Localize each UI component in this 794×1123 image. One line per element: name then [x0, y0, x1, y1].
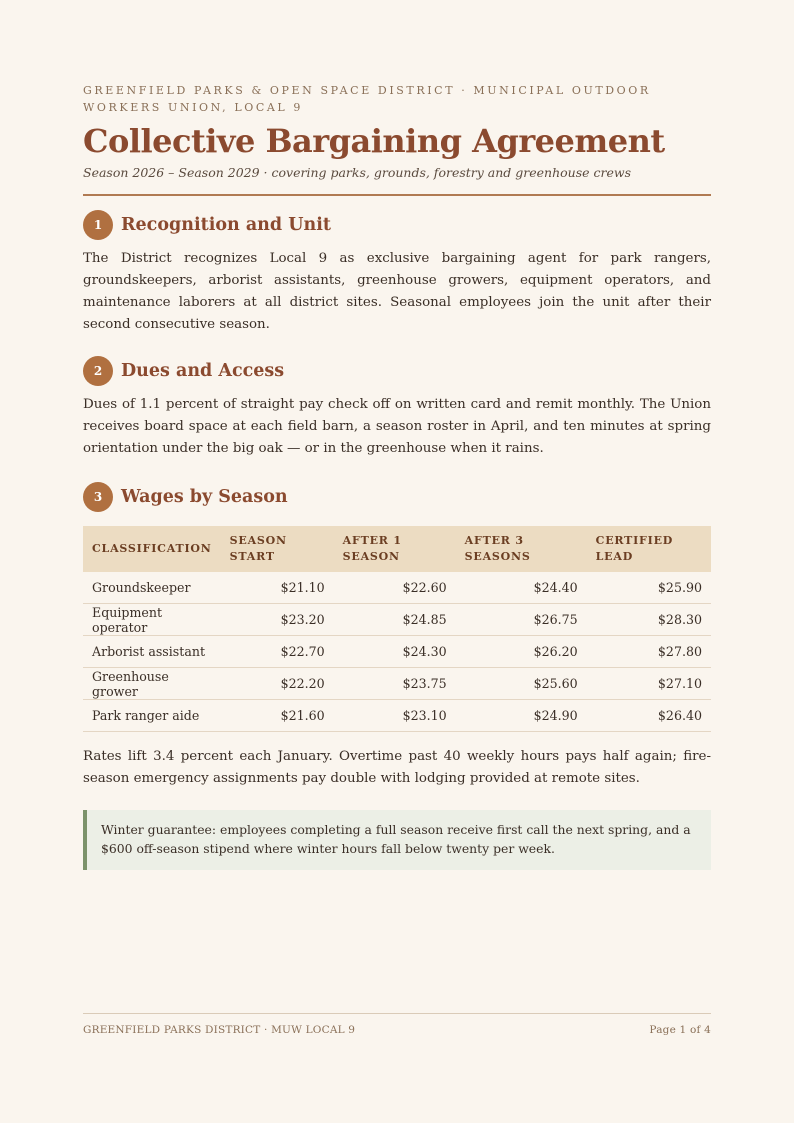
document-subtitle: Season 2026 – Season 2029 · covering parks, grounds, forestry and greenhouse crews — [83, 165, 631, 180]
cell-rate: $24.85 — [334, 604, 456, 636]
cell-rate: $28.30 — [587, 604, 711, 636]
header-rule — [83, 194, 711, 196]
cell-rate: $23.10 — [334, 700, 456, 732]
cell-classification: Groundskeeper — [83, 572, 221, 604]
footer-left: GREENFIELD PARKS DISTRICT · MUW LOCAL 9 — [83, 1024, 356, 1036]
table-row — [83, 604, 711, 636]
cell-rate: $25.60 — [456, 668, 587, 700]
table-row — [83, 668, 711, 700]
section-heading — [83, 356, 711, 386]
document-title: Collective Bargaining Agreement — [83, 122, 665, 160]
cell-rate: $24.30 — [334, 636, 456, 668]
cell-rate: $27.10 — [587, 668, 711, 700]
column-header-classification: CLASSIFICATION — [83, 526, 221, 572]
section-body: The District recognizes Local 9 as exclusive bargaining agent for park rangers, groundskeepers, arborist assistants, greenhouse growers, equipment operators, and maintenance laborers at all district sites. Seasonal employees join the unit after their second consecutive season. — [83, 251, 711, 332]
table-row — [83, 636, 711, 668]
wage-table-header-row — [83, 526, 711, 572]
cell-rate: $21.60 — [221, 700, 334, 732]
section-number-badge: 1 — [83, 210, 113, 240]
section-body: Rates lift 3.4 percent each January. Overtime past 40 weekly hours pays half again; fire-season emergency assignments pay double with lodging provided at remote sites. — [83, 749, 711, 786]
page-number: Page 1 of 4 — [649, 1024, 711, 1036]
wage-table — [83, 526, 711, 732]
section-recognition — [83, 210, 711, 336]
cell-rate: $26.75 — [456, 604, 587, 636]
column-header-season-start: SEASON START — [221, 526, 334, 572]
column-header-after-3-seasons: AFTER 3 SEASONS — [456, 526, 587, 572]
cell-rate: $24.40 — [456, 572, 587, 604]
cell-rate: $25.90 — [587, 572, 711, 604]
section-dues — [83, 356, 711, 460]
cell-rate: $26.40 — [587, 700, 711, 732]
cell-rate: $21.10 — [221, 572, 334, 604]
cell-rate: $24.90 — [456, 700, 587, 732]
section-number-badge: 3 — [83, 482, 113, 512]
cell-classification: Arborist assistant — [83, 636, 221, 668]
cell-rate: $22.20 — [221, 668, 334, 700]
cell-classification: Park ranger aide — [83, 700, 221, 732]
document-page — [83, 82, 711, 870]
section-number-badge: 2 — [83, 356, 113, 386]
section-title: Wages by Season — [121, 487, 288, 507]
cell-rate: $22.70 — [221, 636, 334, 668]
winter-guarantee-note: Winter guarantee: employees completing a full season receive first call the next spring, and a $600 off-season stipend where winter hours fall below twenty per week. — [83, 810, 711, 870]
cell-rate: $22.60 — [334, 572, 456, 604]
section-wages — [83, 482, 711, 790]
column-header-after-1-season: AFTER 1 SEASON — [334, 526, 456, 572]
document-eyebrow: GREENFIELD PARKS & OPEN SPACE DISTRICT · MUNICIPAL OUTDOOR WORKERS UNION, LOCAL 9 — [83, 84, 651, 114]
section-heading — [83, 482, 711, 512]
cell-rate: $26.20 — [456, 636, 587, 668]
table-row — [83, 700, 711, 732]
table-row — [83, 572, 711, 604]
section-title: Recognition and Unit — [121, 215, 331, 235]
cell-rate: $23.20 — [221, 604, 334, 636]
section-heading — [83, 210, 711, 240]
cell-rate: $27.80 — [587, 636, 711, 668]
cell-classification: Equipment operator — [83, 604, 221, 636]
section-title: Dues and Access — [121, 361, 285, 381]
column-header-certified-lead: CERTIFIED LEAD — [587, 526, 711, 572]
cell-classification: Greenhouse grower — [83, 668, 221, 700]
cell-rate: $23.75 — [334, 668, 456, 700]
section-body: Dues of 1.1 percent of straight pay check off on written card and remit monthly. The Union receives board space at each field barn, a season roster in April, and ten minutes at spring orientation under the big oak — or in the greenhouse when it rains. — [83, 397, 711, 456]
page-footer — [83, 1013, 711, 1036]
